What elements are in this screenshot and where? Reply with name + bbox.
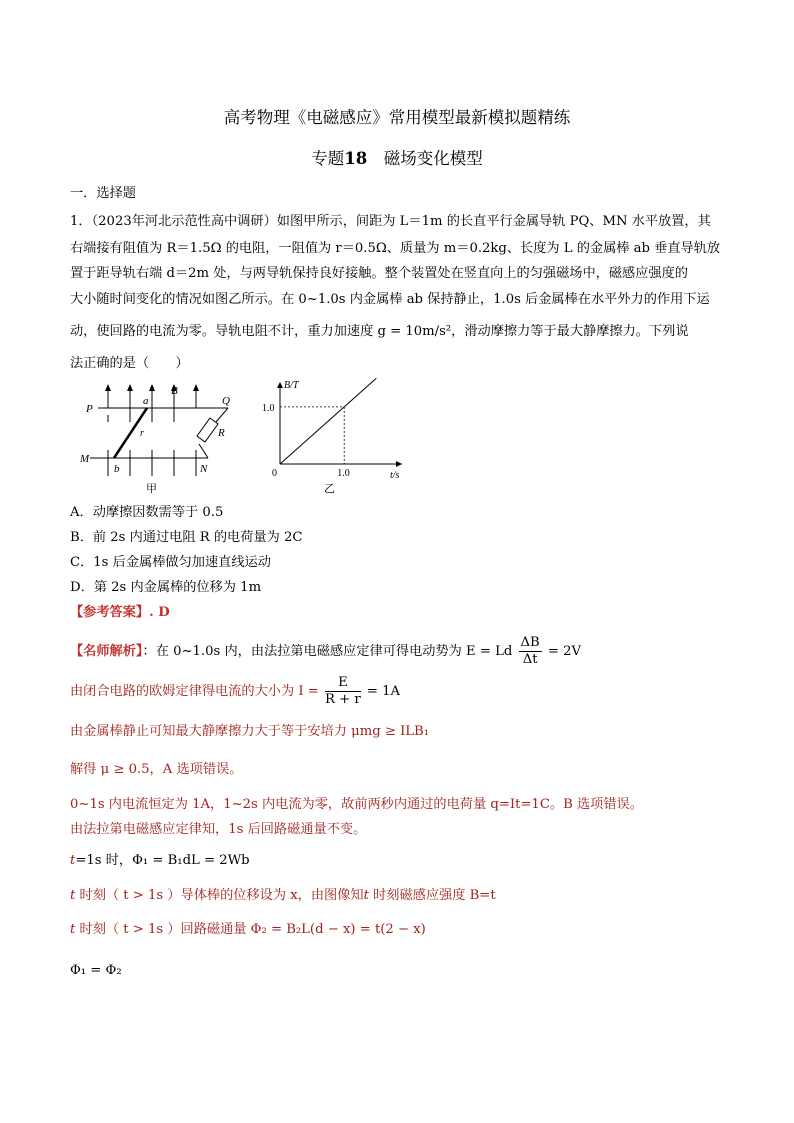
analysis-line-1 [70, 635, 730, 668]
analysis-text-2: 由闭合电路的欧姆定律得电流的大小为 I = [70, 684, 319, 699]
answer-line [70, 603, 730, 623]
analysis-line-6: 由法拉第电磁感应定律知，1s 后回路磁通量不变。 [70, 822, 367, 837]
question-line-4: 大小随时间变化的情况如图乙所示。在 0~1.0s 内金属棒 ab 保持静止，1.0s 后金属棒在水平外力的作用下运 [70, 292, 710, 307]
question-line-5: 动，使回路的电流为零。导轨电阻不计，重力加速度 g = 10m/s²，滑动摩擦力等于最大静摩擦力。下列说 [70, 324, 689, 339]
question-line-1: 1．（2023年河北示范性高中调研）如图甲所示，间距为 L＝1m 的长直平行金属导轨 PQ、MN 水平放置，其 [70, 214, 711, 229]
option-a: A．动摩擦因数需等于 0.5 [70, 505, 224, 520]
y-tick-label: 1.0 [262, 402, 275, 414]
answer-label: 【参考答案】 [70, 605, 150, 620]
x-axis-label: t/s [390, 470, 400, 481]
x-axis-arrow [396, 461, 402, 467]
question-line-6: 法正确的是（ ） [70, 356, 189, 371]
subtitle-number: 18 [344, 149, 368, 168]
analysis-line-10: Φ₁ = Φ₂ [70, 963, 122, 978]
figure-jia [80, 380, 240, 495]
label-b: b [114, 463, 120, 475]
option-c: C．1s 后金属棒做匀加速直线运动 [70, 555, 271, 570]
series-line [280, 378, 376, 464]
y-axis-arrow [277, 382, 283, 388]
label-P: P [86, 403, 93, 415]
analysis-line-2 [70, 675, 730, 708]
label-B: B [171, 385, 178, 397]
figure-yi-caption: 乙 [324, 482, 335, 495]
analysis-line-9: t 时刻（ t > 1s ）回路磁通量 Φ₂ = B₂L(d − x) = t(2 − x) [70, 922, 426, 937]
analysis-text-2-end: = 1A [366, 684, 401, 699]
subtitle-name: 磁场变化模型 [383, 149, 483, 168]
fraction-db-dt: $\frac{\Delta B}{\Delta t}$ [520, 635, 540, 667]
figure-jia-caption: 甲 [146, 482, 157, 495]
document-title: 高考物理《电磁感应》常用模型最新模拟题精练 [223, 108, 571, 127]
origin-label: 0 [272, 468, 277, 479]
label-r: r [140, 428, 144, 439]
analysis-line-5: 0~1s 内电流恒定为 1A，1~2s 内电流为零，故前两秒内通过的电荷量 q=It=1C。B 选项错误。 [70, 797, 643, 812]
analysis-line-3: 由金属棒静止可知最大静摩擦力大于等于安培力 μmg ≥ ILB₁ [70, 724, 430, 739]
analysis-text-1: ：在 0~1.0s 内，由法拉第电磁感应定律可得电动势为 E = Ld [142, 644, 513, 659]
label-M: M [80, 453, 90, 465]
subtitle-prefix: 专题 [311, 149, 345, 168]
analysis-line-4: 解得 μ ≥ 0.5，A 选项错误。 [70, 762, 243, 777]
y-axis-label: B/T [284, 380, 299, 391]
question-line-2: 右端接有阻值为 R＝1.5Ω 的电阻，一阻值为 r＝0.5Ω、质量为 m＝0.2kg、长度为 L 的金属棒 ab 垂直导轨放 [70, 241, 721, 256]
label-a: a [143, 395, 149, 407]
analysis-label: 【名师解析】 [70, 644, 143, 659]
option-b: B．前 2s 内通过电阻 R 的电荷量为 2C [70, 530, 303, 545]
label-R: R [218, 427, 225, 439]
label-N: N [200, 463, 208, 475]
label-Q: Q [222, 395, 230, 407]
section-heading: 一．选择题 [70, 186, 136, 201]
document-subtitle [0, 145, 794, 169]
x-tick-label: 1.0 [337, 468, 350, 479]
analysis-line-8: t 时刻（ t > 1s ）导体棒的位移设为 x，由图像知t 时刻磁感应强度 B=t [70, 888, 496, 903]
analysis-text-1-end: = 2V [547, 644, 582, 659]
option-d: D．第 2s 内金属棒的位移为 1m [70, 580, 262, 595]
analysis-line-7: t=1s 时，Φ₁ = B₁dL = 2Wb [70, 853, 250, 868]
question-line-3: 置于距导轨右端 d＝2m 处，与两导轨保持良好接触。整个装置处在竖直向上的匀强磁场中，磁感应强度的 [70, 266, 688, 281]
figure-yi-chart [262, 378, 412, 498]
fraction-e-rr: $\frac{E}{R + r}$ [325, 675, 361, 707]
answer-value: . D [149, 605, 170, 620]
